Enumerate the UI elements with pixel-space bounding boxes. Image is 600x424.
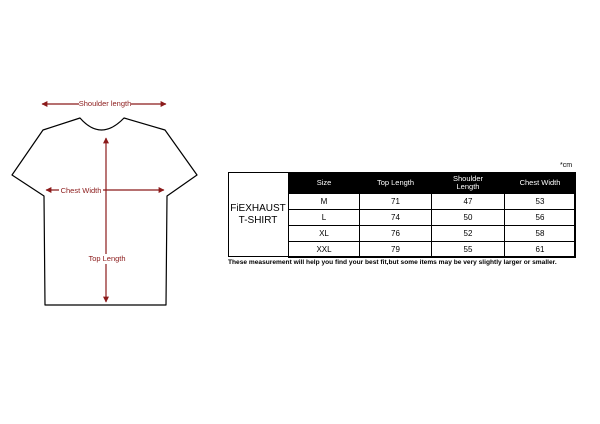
size-cell: M bbox=[289, 194, 360, 210]
shoulder-length-cell: 55 bbox=[432, 242, 505, 258]
product-type: T-SHIRT bbox=[238, 214, 278, 226]
size-cell: XXL bbox=[289, 242, 360, 258]
size-cell: XL bbox=[289, 226, 360, 242]
top-length-cell: 79 bbox=[360, 242, 432, 258]
table-row bbox=[289, 210, 576, 226]
chest-width-cell: 56 bbox=[505, 210, 576, 226]
table-row bbox=[289, 226, 576, 242]
col-header-top-length: Top Length bbox=[360, 173, 432, 194]
table-row bbox=[289, 194, 576, 210]
shoulder-length-cell: 52 bbox=[432, 226, 505, 242]
shoulder-length-cell: 50 bbox=[432, 210, 505, 226]
size-cell: L bbox=[289, 210, 360, 226]
table-header-row bbox=[289, 173, 576, 194]
col-header-size: Size bbox=[289, 173, 360, 194]
top-length-cell: 74 bbox=[360, 210, 432, 226]
top-length-cell: 76 bbox=[360, 226, 432, 242]
product-name bbox=[228, 172, 288, 257]
chest-width-cell: 53 bbox=[505, 194, 576, 210]
footnote: These measurement will help you find your best fit,but some items may be very slightly larger or smaller. bbox=[228, 259, 557, 266]
chest-width-label: Chest Width bbox=[60, 186, 102, 195]
table-row bbox=[289, 242, 576, 258]
unit-label: *cm bbox=[560, 162, 573, 169]
col-header-chest-width: Chest Width bbox=[505, 173, 576, 194]
shoulder-length-cell: 47 bbox=[432, 194, 505, 210]
top-length-label: Top Length bbox=[88, 254, 126, 263]
tshirt-outline bbox=[12, 118, 197, 305]
chest-width-cell: 61 bbox=[505, 242, 576, 258]
top-length-cell: 71 bbox=[360, 194, 432, 210]
shoulder-length-label: Shoulder length bbox=[78, 99, 132, 108]
chest-width-cell: 58 bbox=[505, 226, 576, 242]
col-header-shoulder-length: Shoulder Length bbox=[432, 173, 505, 194]
product-brand: FiEXHAUST bbox=[230, 202, 286, 214]
size-table bbox=[288, 172, 576, 258]
